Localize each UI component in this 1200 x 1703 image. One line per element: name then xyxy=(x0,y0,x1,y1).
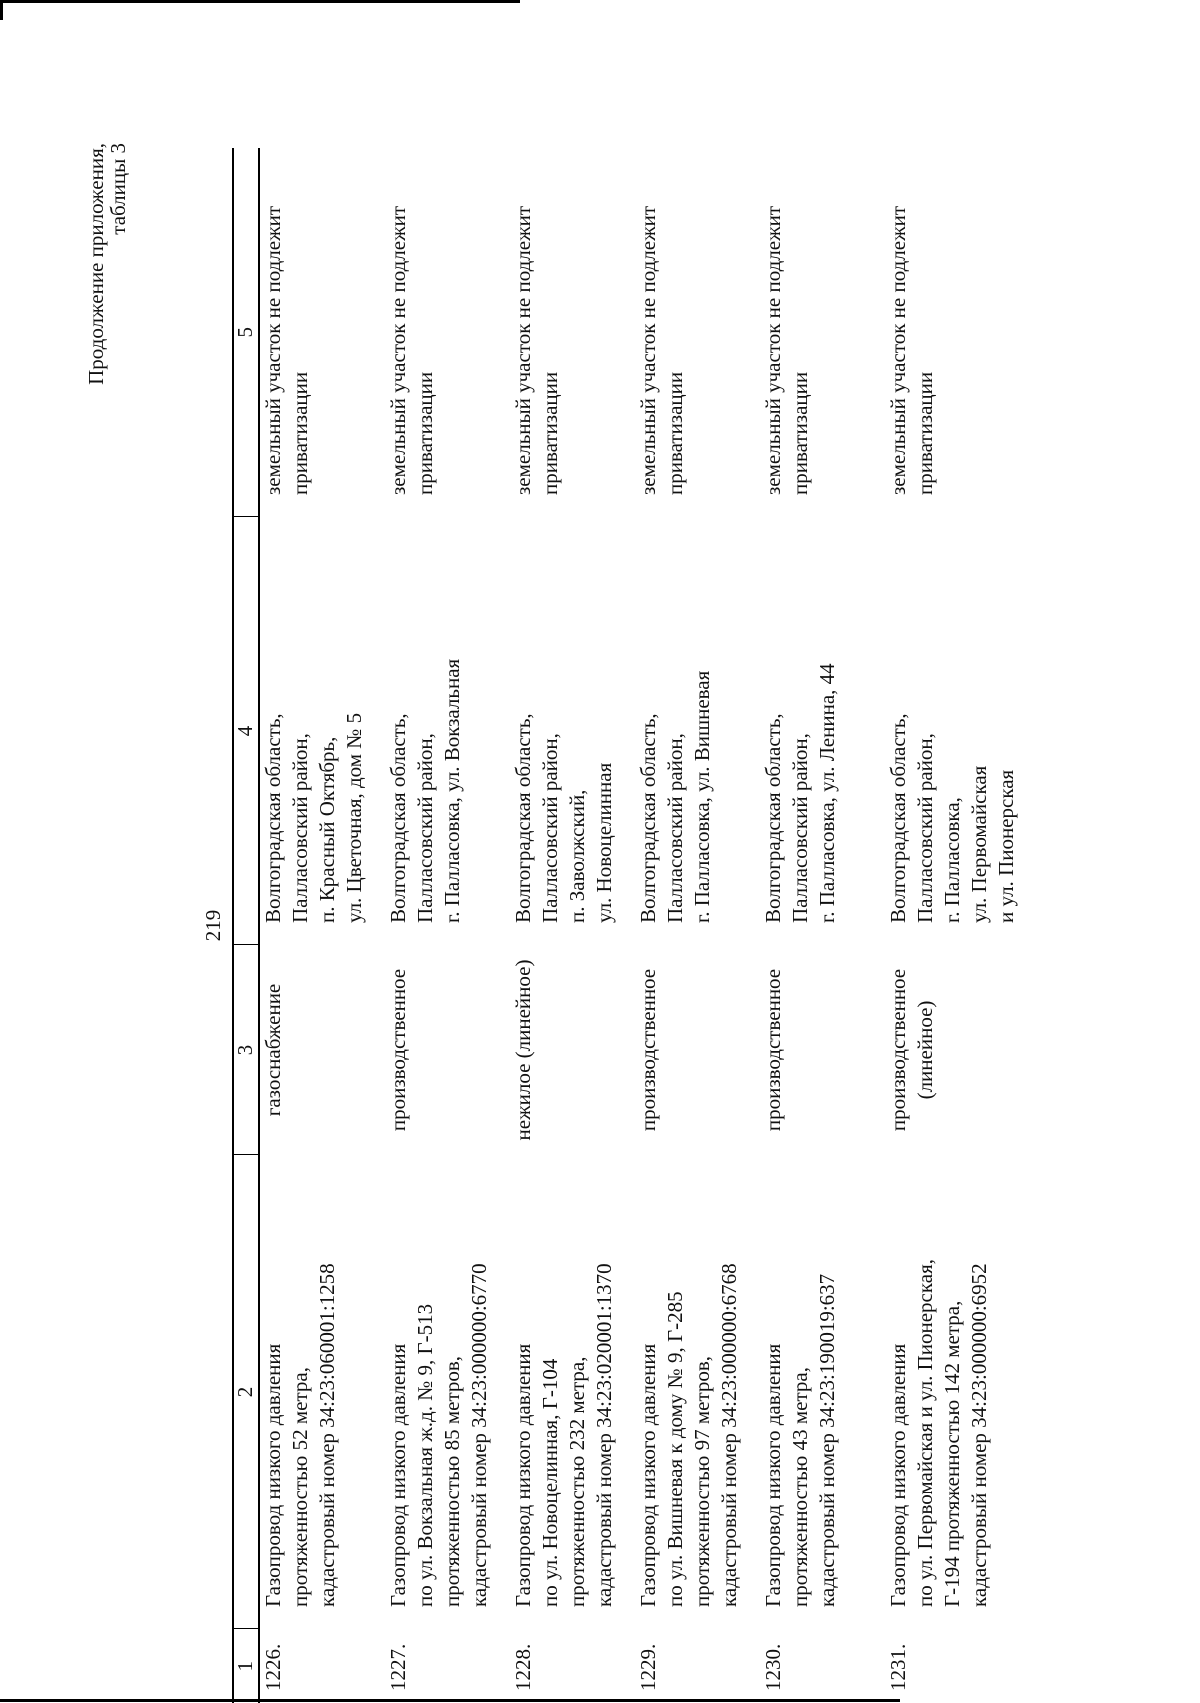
land-note: земельный участок не подлежит приватизации xyxy=(886,205,937,495)
land-note: земельный участок не подлежит приватизации xyxy=(386,205,437,495)
property-table xyxy=(232,148,1020,1703)
object-description: Газопровод низкого давления по ул. Вишневая к дому № 9, Г-285 протяженностью 97 метров, кадастровый номер 34:23:000000:6768 xyxy=(636,1263,741,1607)
object-description: Газопровод низкого давления по ул. Новоцелинная, Г-104 протяженностью 232 метра, кадастровый номер 34:23:020001:1370 xyxy=(511,1263,616,1607)
table-row xyxy=(510,148,635,1703)
object-purpose: производственное xyxy=(636,968,660,1132)
object-address: Волгоградская область, Палласовский район, п. Заволжский, ул. Новоцелинная xyxy=(511,713,616,923)
object-description: Газопровод низкого давления протяженностью 43 метра, кадастровый номер 34:23:190019:637 xyxy=(761,1273,839,1607)
row-number: 1228. xyxy=(511,1643,535,1691)
table-header-row xyxy=(233,148,259,1703)
object-address: Волгоградская область, Палласовский район, г. Палласовка, ул. Ленина, 44 xyxy=(761,663,839,923)
column-header: 3 xyxy=(233,945,259,1155)
object-description: Газопровод низкого давления по ул. Вокзальная ж.д. № 9, Г-513 протяженностью 85 метров, кадастровый номер 34:23:000000:6770 xyxy=(386,1263,491,1607)
object-purpose: производственное xyxy=(761,968,785,1132)
table-continuation-caption: Продолжение приложения, таблицы 3 xyxy=(84,143,130,385)
object-description: Газопровод низкого давления по ул. Первомайская и ул. Пионерская, Г-194 протяженностью 142 метра, кадастровый номер 34:23:000000:6952 xyxy=(886,1259,991,1607)
row-number: 1229. xyxy=(636,1643,660,1691)
land-note: земельный участок не подлежит приватизации xyxy=(636,205,687,495)
row-number: 1226. xyxy=(261,1643,285,1691)
scan-edge-top xyxy=(0,0,520,3)
object-description: Газопровод низкого давления протяженностью 52 метра, кадастровый номер 34:23:060001:1258 xyxy=(261,1263,339,1607)
column-header: 1 xyxy=(233,1629,259,1703)
object-purpose: нежилое (линейное) xyxy=(511,959,535,1141)
table-row xyxy=(885,148,1020,1703)
table-row xyxy=(760,148,885,1703)
table-row xyxy=(635,148,760,1703)
object-address: Волгоградская область, Палласовский район, г. Палласовка, ул. Вокзальная xyxy=(386,658,464,923)
object-purpose: производственное (линейное) xyxy=(886,968,937,1132)
object-address: Волгоградская область, Палласовский район, г. Палласовка, ул. Вишневая xyxy=(636,670,714,923)
column-header: 2 xyxy=(233,1155,259,1629)
column-header: 4 xyxy=(233,517,259,945)
row-number: 1230. xyxy=(761,1643,785,1691)
land-note: земельный участок не подлежит приватизации xyxy=(261,205,312,495)
object-address: Волгоградская область, Палласовский район, п. Красный Октябрь, ул. Цветочная, дом № 5 xyxy=(261,712,366,923)
page-number: 219 xyxy=(201,909,225,942)
object-purpose: газоснабжение xyxy=(261,983,285,1117)
scan-edge-left xyxy=(0,0,3,20)
object-purpose: производственное xyxy=(386,968,410,1132)
table-row xyxy=(259,148,385,1703)
object-address: Волгоградская область, Палласовский район, г. Палласовка, ул. Первомайская и ул. Пионерская xyxy=(886,713,1018,923)
row-number: 1227. xyxy=(386,1643,410,1691)
table-row xyxy=(385,148,510,1703)
column-header: 5 xyxy=(233,148,259,517)
document-page xyxy=(84,143,1200,1703)
land-note: земельный участок не подлежит приватизации xyxy=(511,205,562,495)
land-note: земельный участок не подлежит приватизации xyxy=(761,205,812,495)
row-number: 1231. xyxy=(886,1643,910,1691)
